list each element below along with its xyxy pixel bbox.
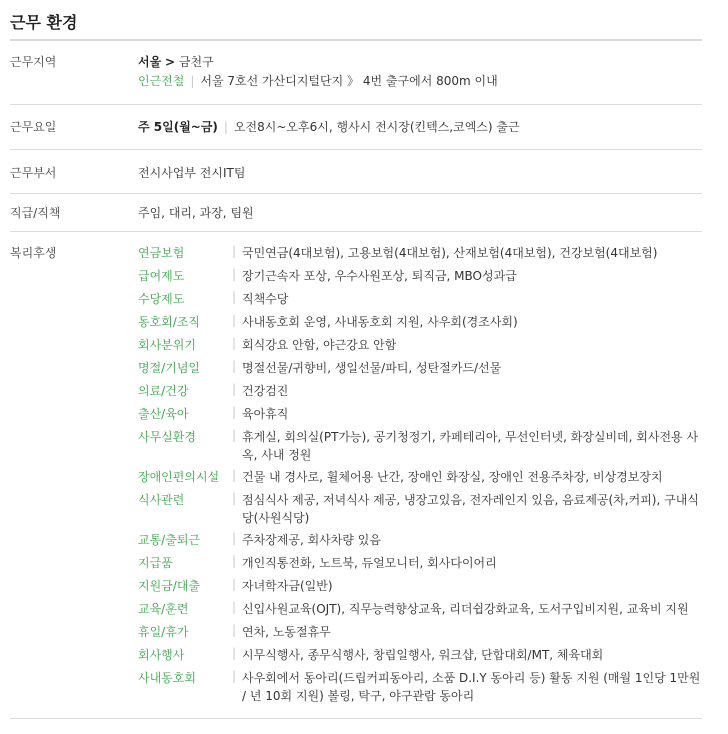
benefit-value: 건강검진 bbox=[242, 384, 289, 398]
benefit-name: 교육/훈련 bbox=[138, 602, 189, 616]
benefit-name: 수당제도 bbox=[138, 292, 185, 306]
benefit-value: 건물 내 경사로, 휠체어용 난간, 장애인 화장실, 장애인 전용주차장, 비상경보장치 bbox=[242, 470, 663, 484]
row-divider bbox=[10, 193, 702, 194]
benefit-value: 자녀학자금(일반) bbox=[242, 579, 333, 593]
work-days-label: 근무요일 bbox=[10, 120, 57, 134]
rank-value: 주임, 대리, 과장, 팀원 bbox=[138, 206, 254, 220]
benefit-value: 점심식사 제공, 저녁식사 제공, 냉장고있음, 전자레인지 있음, 음료제공(차,커피), 구내식당(사원식당) bbox=[242, 493, 699, 525]
separator: | bbox=[223, 120, 228, 134]
location-district: 금천구 bbox=[178, 55, 214, 69]
separator: | bbox=[232, 382, 237, 396]
benefit-value: 휴게실, 회의실(PT가능), 공기청정기, 카페테리아, 무선인터넷, 화장실비데, 회사전용 사옥, 사내 정원 bbox=[242, 430, 699, 462]
rank-label: 직급/직책 bbox=[10, 206, 61, 220]
subway-line: 서울 7호선 가산디지털단지 bbox=[200, 74, 344, 88]
section-title: 근무 환경 bbox=[10, 13, 78, 32]
benefit-value: 시무식행사, 종무식행사, 창립일행사, 워크샵, 단합대회/MT, 체육대회 bbox=[242, 648, 604, 662]
benefits-label: 복리후생 bbox=[10, 246, 57, 260]
benefit-value: 연차, 노동절휴무 bbox=[242, 625, 331, 639]
separator: | bbox=[232, 468, 237, 482]
benefit-name: 사무실환경 bbox=[138, 430, 196, 444]
location-city: 서울 bbox=[138, 55, 162, 69]
location-region bbox=[138, 53, 214, 70]
separator: | bbox=[232, 577, 237, 591]
benefit-value: 명절선물/귀향비, 생일선물/파티, 성탄절카드/선물 bbox=[242, 361, 502, 375]
benefit-name: 명절/기념일 bbox=[138, 361, 201, 375]
arrow-icon: > bbox=[165, 55, 176, 69]
benefit-name: 사내동호회 bbox=[138, 671, 196, 685]
benefit-value: 개인직통전화, 노트북, 듀얼모니터, 회사다이어리 bbox=[242, 556, 497, 570]
subway-info bbox=[138, 72, 498, 89]
work-days-value: 주 5일(월~금) bbox=[138, 120, 218, 134]
location-label: 근무지역 bbox=[10, 55, 57, 69]
benefit-value: 육아휴직 bbox=[242, 407, 289, 421]
nearby-subway-label: 인근전철 bbox=[138, 74, 185, 88]
separator: | bbox=[232, 491, 237, 505]
separator: | bbox=[232, 531, 237, 545]
separator: | bbox=[232, 646, 237, 660]
benefit-name: 급여제도 bbox=[138, 269, 185, 283]
work-hours-value: 오전8시~오후6시, 행사시 전시장(킨텍스,코엑스) 출근 bbox=[233, 120, 520, 134]
chevron-icon: 》 bbox=[347, 74, 360, 88]
row-divider bbox=[10, 718, 702, 719]
benefit-name: 식사관련 bbox=[138, 493, 185, 507]
separator: | bbox=[232, 290, 237, 304]
benefit-name: 휴일/휴가 bbox=[138, 625, 189, 639]
separator: | bbox=[232, 600, 237, 614]
benefit-value: 사내동호회 운영, 사내동호회 지원, 사우회(경조사회) bbox=[242, 315, 518, 329]
benefit-name: 출산/육아 bbox=[138, 407, 189, 421]
benefit-value: 회식강요 안함, 야근강요 안함 bbox=[242, 338, 397, 352]
separator: | bbox=[232, 623, 237, 637]
department-value: 전시사업부 전시IT팀 bbox=[138, 166, 246, 180]
row-divider bbox=[10, 104, 702, 105]
separator: | bbox=[232, 336, 237, 350]
separator: | bbox=[232, 359, 237, 373]
benefit-name: 회사행사 bbox=[138, 648, 185, 662]
benefit-value: 신입사원교육(OJT), 직무능력향상교육, 리더쉽강화교육, 도서구입비지원, 교육비 지원 bbox=[242, 602, 689, 616]
row-divider bbox=[10, 149, 702, 150]
benefit-name: 회사분위기 bbox=[138, 338, 196, 352]
benefit-name: 연금보험 bbox=[138, 246, 185, 260]
benefit-name: 장애인편의시설 bbox=[138, 470, 220, 484]
benefit-value: 직책수당 bbox=[242, 292, 289, 306]
benefit-name: 지원금/대출 bbox=[138, 579, 201, 593]
benefit-value: 국민연금(4대보험), 고용보험(4대보험), 산재보험(4대보험), 건강보험(4대보험) bbox=[242, 246, 658, 260]
benefit-name: 의료/건강 bbox=[138, 384, 189, 398]
benefit-value: 주차장제공, 회사차량 있음 bbox=[242, 533, 381, 547]
department-label: 근무부서 bbox=[10, 166, 57, 180]
benefit-name: 동호회/조직 bbox=[138, 315, 201, 329]
benefit-value: 사우회에서 동아리(드립커피동아리, 소품 D.I.Y 동아리 등) 활동 지원 (매월 1인당 1만원 / 년 10회 지원) 볼링, 탁구, 야구관람 동아리 bbox=[242, 671, 701, 703]
separator: | bbox=[232, 313, 237, 327]
benefit-name: 교통/출퇴근 bbox=[138, 533, 201, 547]
title-divider bbox=[10, 39, 702, 41]
benefit-name: 지급품 bbox=[138, 556, 173, 570]
subway-exit: 4번 출구에서 800m 이내 bbox=[362, 74, 498, 88]
separator: | bbox=[232, 428, 237, 442]
separator: | bbox=[232, 554, 237, 568]
benefit-value: 장기근속자 포상, 우수사원포상, 퇴직금, MBO성과급 bbox=[242, 269, 517, 283]
separator: | bbox=[190, 74, 195, 88]
separator: | bbox=[232, 405, 237, 419]
row-divider bbox=[10, 231, 702, 232]
separator: | bbox=[232, 267, 237, 281]
work-days-row bbox=[138, 118, 520, 135]
separator: | bbox=[232, 244, 237, 258]
separator: | bbox=[232, 669, 237, 683]
